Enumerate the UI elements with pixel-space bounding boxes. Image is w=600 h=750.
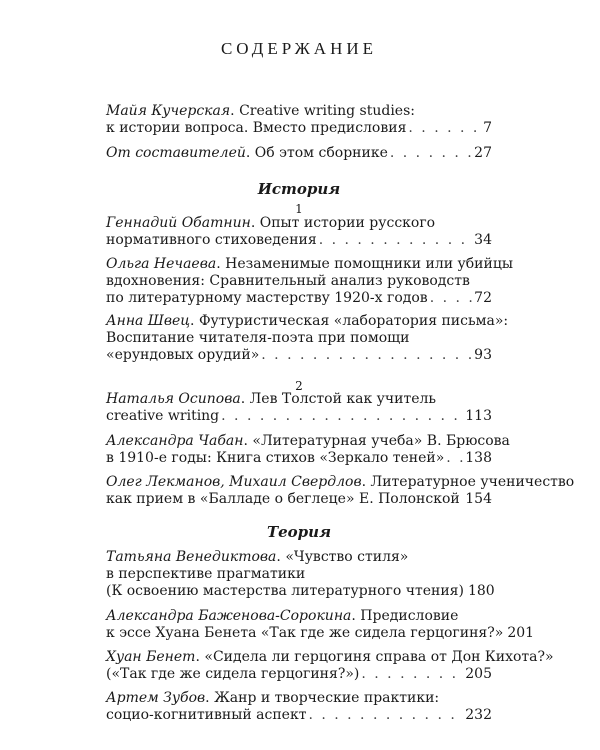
toc-entry-line [106, 391, 492, 408]
dot-leader [221, 408, 463, 425]
part-number-1: 1 [295, 202, 303, 216]
toc-entry-line [106, 625, 535, 642]
dot-leader [462, 491, 464, 508]
toc-entry-text: Ольга Нечаева. Незаменимые помощники или убийцы [106, 256, 513, 272]
toc-entry-text: Геннадий Обатнин. Опыт истории русского [106, 215, 436, 231]
toc-entry-page-number: 232 [465, 707, 492, 723]
part-number-2: 2 [295, 379, 303, 393]
toc-entry-page-number: 154 [465, 491, 492, 507]
toc-entry-text: Наталья Осипова. Лев Толстой как учитель [106, 391, 437, 407]
toc-entry-author: Александра Баженова-Сорокина [106, 608, 352, 624]
toc-entry-author: Майя Кучерская [106, 103, 231, 119]
toc-entry-line [106, 313, 509, 330]
toc-entry-text: в 1910-е годы: Книга стихов «Зеркало теней» [106, 450, 445, 466]
toc-entry-author: Ольга Нечаева [106, 256, 217, 272]
toc-entry-line [106, 145, 492, 162]
toc-entry-author: Александра Чабан [106, 433, 244, 449]
dot-leader [430, 290, 472, 307]
toc-entry-text: Олег Лекманов, Михаил Свердлов. Литературное ученичество [106, 474, 575, 490]
toc-entry-line [106, 583, 495, 600]
toc-entry-line [106, 666, 492, 683]
toc-entry-text: Артем Зубов. Жанр и творческие практики: [106, 690, 440, 706]
toc-entry-text: Хуан Бенет. «Сидела ли герцогиня справа от Дон Кихота?» [106, 649, 554, 665]
dot-leader [308, 707, 463, 724]
toc-entry-author: Олег Лекманов, Михаил Свердлов [106, 474, 362, 490]
dot-leader [446, 450, 463, 467]
toc-entry-text: Татьяна Венедиктова. «Чувство стиля» [106, 549, 409, 565]
toc-entry-line [106, 120, 492, 137]
toc-entry-author: От составителей [106, 145, 246, 161]
section-heading-theory: Теория [266, 523, 332, 541]
toc-entry-line [106, 290, 492, 307]
dot-leader [319, 232, 472, 249]
toc-entry-page-number: 7 [483, 120, 492, 136]
toc-entry-line [106, 549, 492, 566]
toc-entry-text: по литературному мастерству 1920-х годов [106, 290, 428, 306]
toc-entry-text: к эссе Хуана Бенета «Так где же сидела герцогиня?» [106, 625, 504, 641]
toc-entry-text: От составителей. Об этом сборнике [106, 145, 388, 161]
toc-entry-line [106, 433, 510, 450]
toc-entry-author: Татьяна Венедиктова [106, 549, 277, 565]
toc-entry-page-number: 180 [467, 583, 495, 599]
toc-entry-line [106, 707, 492, 724]
toc-entry[interactable] [106, 608, 535, 642]
toc-entry-line [106, 215, 492, 232]
toc-entry-line [106, 491, 492, 508]
section-heading-history: История [257, 180, 341, 198]
toc-entry[interactable] [106, 549, 495, 600]
toc-entry-line [106, 450, 492, 467]
toc-entry-author: Хуан Бенет [106, 649, 196, 665]
toc-entry[interactable] [106, 433, 510, 467]
toc-entry-line [106, 474, 575, 491]
toc-entry[interactable] [106, 215, 492, 249]
toc-entry[interactable] [106, 145, 492, 162]
toc-entry-text: (К освоению мастерства литературного чтения) [106, 583, 464, 599]
toc-entry-text: «ерундовых орудий» [106, 347, 260, 363]
toc-entry-text: в перспективе прагматики [106, 566, 306, 582]
toc-entry-text: социо-когнитивный аспект [106, 707, 307, 723]
toc-entry-line [106, 690, 492, 707]
toc-entry-page-number: 72 [474, 290, 492, 306]
page-title: СОДЕРЖАНИЕ [220, 39, 378, 58]
toc-entry-author: Геннадий Обатнин [106, 215, 251, 231]
toc-entry-line [106, 649, 554, 666]
toc-entry-text: Анна Швец. Футуристическая «лаборатория письма»: [106, 313, 509, 329]
toc-entry-page-number: 34 [474, 232, 492, 248]
dot-leader [408, 120, 481, 137]
toc-entry-text: Александра Баженова-Сорокина. Предисловие [106, 608, 459, 624]
toc-entry[interactable] [106, 103, 492, 137]
toc-entry-line [106, 273, 492, 290]
toc-entry-author: Наталья Осипова [106, 391, 241, 407]
toc-entry-line [106, 232, 492, 249]
toc-entry-line [106, 608, 492, 625]
toc-entry[interactable] [106, 474, 575, 508]
toc-entry[interactable] [106, 391, 492, 425]
toc-entry-text: нормативного стиховедения [106, 232, 317, 248]
toc-entry-line [106, 256, 513, 273]
dot-leader [390, 145, 472, 162]
toc-entry-page-number: 138 [465, 450, 492, 466]
toc-entry-text: creative writing [106, 408, 220, 424]
dot-leader [261, 347, 472, 364]
toc-entry-text: Воспитание читателя-поэта при помощи [106, 330, 410, 346]
toc-entry-line [106, 347, 492, 364]
toc-entry-page-number: 201 [507, 625, 535, 641]
toc-entry-text: Александра Чабан. «Литературная учеба» В. Брюсова [106, 433, 510, 449]
toc-entry-line [106, 566, 492, 583]
toc-entry-author: Артем Зубов [106, 690, 206, 706]
toc-entry-line [106, 330, 492, 347]
toc-entry-text: («Так где же сидела герцогиня?») [106, 666, 360, 682]
toc-entry[interactable] [106, 649, 554, 683]
toc-entry-page-number: 93 [474, 347, 492, 363]
toc-entry[interactable] [106, 313, 509, 364]
toc-entry-page-number: 205 [465, 666, 492, 682]
dot-leader [361, 666, 463, 683]
toc-entry-page-number: 113 [465, 408, 492, 424]
toc-entry-text: как прием в «Балладе о беглеце» Е. Полонской [106, 491, 460, 507]
toc-entry-text: к истории вопроса. Вместо предисловия [106, 120, 407, 136]
toc-entry-page-number: 27 [474, 145, 492, 161]
toc-entry[interactable] [106, 690, 492, 724]
toc-entry-text: Майя Кучерская. Creative writing studies: [106, 103, 415, 119]
toc-entry[interactable] [106, 256, 513, 307]
toc-entry-author: Анна Швец [106, 313, 191, 329]
toc-entry-line [106, 103, 492, 120]
toc-entry-text: вдохновения: Сравнительный анализ руководств [106, 273, 470, 289]
toc-entry-line [106, 408, 492, 425]
